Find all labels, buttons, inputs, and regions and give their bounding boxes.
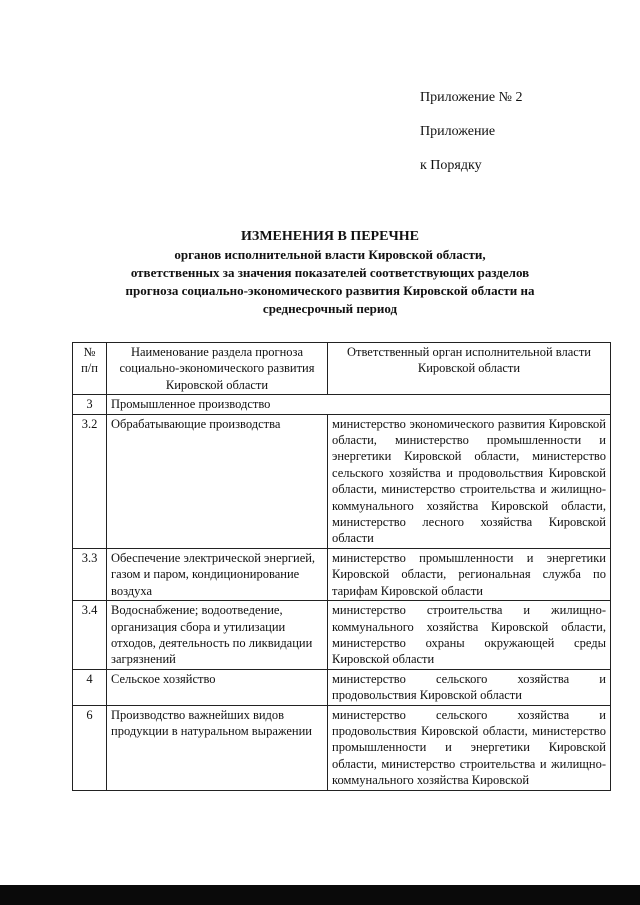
table-row xyxy=(73,395,611,414)
appendix-label: Приложение xyxy=(420,124,496,139)
changes-table xyxy=(72,342,611,791)
row-responsible: министерство строительства и жилищно-коммунального хозяйства Кировской области, министерство охраны окружающей среды Кировской области xyxy=(328,601,611,670)
appendix-number: Приложение № 2 xyxy=(420,90,523,105)
title-line: органов исполнительной власти Кировской области, xyxy=(174,247,486,262)
row-num: 3 xyxy=(73,395,107,414)
scan-bottom-edge xyxy=(0,885,640,905)
row-responsible: министерство промышленности и энергетики Кировской области, региональная служба по тарифам Кировской области xyxy=(328,548,611,600)
document-title xyxy=(60,228,600,318)
row-responsible: министерство сельского хозяйства и продовольствия Кировской области xyxy=(328,669,611,705)
table-row xyxy=(73,414,611,548)
title-heading: ИЗМЕНЕНИЯ В ПЕРЕЧНЕ xyxy=(241,229,419,244)
header-section: Наименование раздела прогноза социально-экономического развития Кировской области xyxy=(107,343,328,395)
title-line: ответственных за значения показателей соответствующих разделов xyxy=(130,265,530,280)
row-num: 6 xyxy=(73,705,107,790)
header-responsible: Ответственный орган исполнительной власти Кировской области xyxy=(328,343,611,395)
row-section: Сельское хозяйство xyxy=(107,669,328,705)
table-row xyxy=(73,705,611,790)
title-line: прогноза социально-экономического развития Кировской области на xyxy=(125,283,535,298)
table-header-row xyxy=(73,343,611,395)
row-responsible: министерство сельского хозяйства и продовольствия Кировской области, министерство промышленности и энергетики Кировской области, министерство строительства и жилищно-коммунального хозяйства Кировской xyxy=(328,705,611,790)
row-num: 3.2 xyxy=(73,414,107,548)
row-section: Обрабатывающие производства xyxy=(107,414,328,548)
appendix-reference: к Порядку xyxy=(420,158,482,173)
table-row xyxy=(73,548,611,600)
title-line: среднесрочный период xyxy=(262,301,398,316)
row-section: Промышленное производство xyxy=(107,395,611,414)
row-num: 3.4 xyxy=(73,601,107,670)
row-num: 4 xyxy=(73,669,107,705)
row-num: 3.3 xyxy=(73,548,107,600)
row-responsible: министерство экономического развития Кировской области, министерство промышленности и энергетики Кировской области, министерство сельского хозяйства и продовольствия Кировской области, министерство строительства и жилищно-коммунального хозяйства Кировской области, министерство лесного хозяйства Кировской области xyxy=(328,414,611,548)
row-section: Водоснабжение; водоотведение, организация сбора и утилизации отходов, деятельность по ликвидации загрязнений xyxy=(107,601,328,670)
header-num: № п/п xyxy=(73,343,107,395)
table-row xyxy=(73,601,611,670)
row-section: Производство важнейших видов продукции в натуральном выражении xyxy=(107,705,328,790)
row-section: Обеспечение электрической энергией, газом и паром, кондиционирование воздуха xyxy=(107,548,328,600)
table-row xyxy=(73,669,611,705)
